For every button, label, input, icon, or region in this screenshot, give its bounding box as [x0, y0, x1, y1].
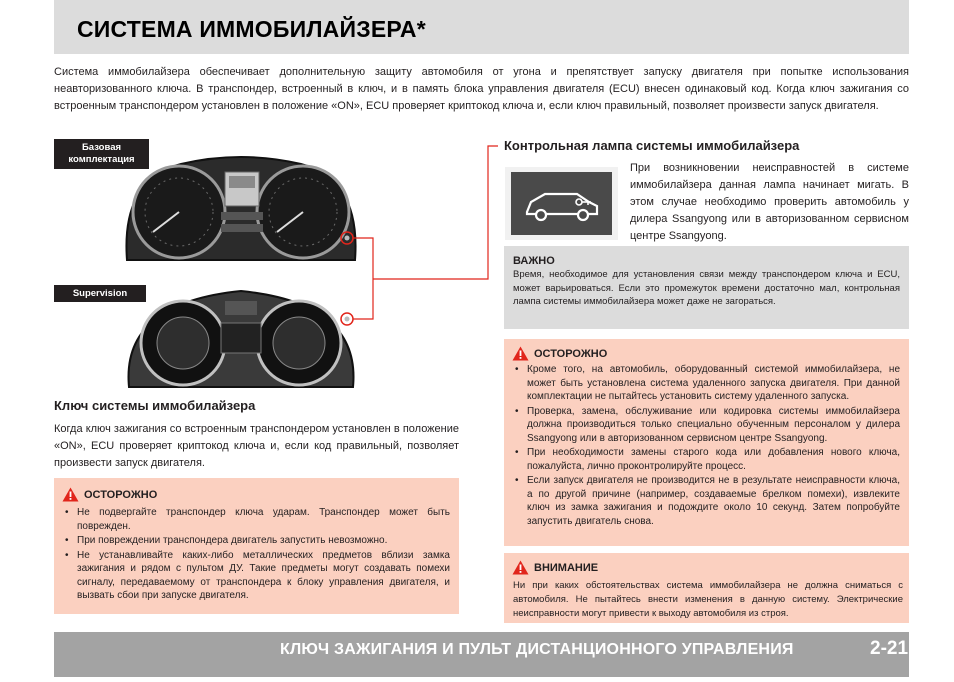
important-note-box [504, 246, 909, 329]
label-base-line1: Базовая [81, 142, 122, 153]
label-supervision: Supervision [54, 285, 146, 302]
lamp-section-heading: Контрольная лампа системы иммобилайзера [504, 138, 800, 153]
warning-title: ОСТОРОЖНО [512, 346, 607, 361]
list-item: • При необходимости замены старого кода или добавления нового ключа, пожалуйста, лично проконтролируйте процесс. [513, 446, 900, 473]
lamp-section-text: При возникновении неисправностей в системе иммобилайзера данная лампа начинает мигать. В этом случае необходимо проверить автомобиль у дилера Ssangyong или в авторизованном сервисном центре Ssangyong. [630, 162, 909, 242]
warning-box-immobilizer [504, 339, 909, 546]
attention-title: ВНИМАНИЕ [512, 560, 598, 575]
list-item: • Если запуск двигателя не производится не в результате неисправности ключа, а по другой причине (например, создаваемые брелком помехи), извлеките ключ из замка зажигания и подождите около 10 секунд. Затем попробуйте запустить двигатель снова. [513, 474, 900, 528]
important-text: Время, необходимое для установления связи между транспондером ключа и ECU, может варьироваться. Если это промежуток времени достаточно мал, контрольная лампа системы иммобилайзера может даже не загораться. [513, 269, 900, 307]
list-item: • Кроме того, на автомобиль, оборудованный системой иммобилайзера, не может быть установлена система удаленного запуска двигателя. При данной комплектации не пытайтесь установить систему удаленного запуска. [513, 363, 900, 404]
warning-icon [512, 560, 529, 575]
list-item: • Проверка, замена, обслуживание или кодировка системы иммобилайзера должна производиться только специально обученным персоналом у дилера Ssangyong или в авторизованном сервисном центре Ssangyong. [513, 405, 900, 446]
attention-text: Ни при каких обстоятельствах система иммобилайзера не должна сниматься с автомобиля. Не пытайтесь внести изменения в данную систему. Электрические неисправности могут привести к выходу автомобиля из строя. [513, 580, 903, 619]
attention-box [504, 553, 909, 623]
list-item: • Не подвергайте транспондер ключа ударам. Транспондер может быть поврежден. [63, 506, 450, 533]
warning-box-key [54, 478, 459, 614]
warning-icon [512, 346, 529, 361]
instrument-cluster-base [121, 150, 361, 268]
important-title: ВАЖНО [513, 255, 555, 267]
page-number: 2-21 [870, 638, 909, 659]
list-item: • При повреждении транспондера двигатель запустить невозможно. [63, 534, 450, 548]
list-item: • Не устанавливайте каких-либо металлических предметов вблизи замка зажигания и рядом с пультом ДУ. Такие предметы могут создавать помехи сигналу, передаваемому от транспондера к блоку управления двигателя, и вызвать сбои при запуске двигателя. [63, 549, 450, 603]
warning-icon [62, 487, 79, 502]
intro-paragraph: Система иммобилайзера обеспечивает дополнительную защиту автомобиля от угона и препятствует запуску двигателя при попытке использования неавторизованного ключа. В транспондер, встроенный в ключ, и в память блока управления двигателя (ECU) внесен одинаковый код. Когда ключ зажигания со встроенным транспондером установлен в положение «ON», ECU проверяет криптокод ключа и, если ключ правильный, позволяет произвести запуск двигателя. [54, 66, 909, 112]
key-section-body: Когда ключ зажигания со встроенным транспондером установлен в положение «ON», ECU проверяет криптокод ключа и, если код правильный, позволяет произвести запуск двигателя. [54, 423, 459, 469]
page-title: СИСТЕМА ИММОБИЛАЙЗЕРА* [77, 16, 426, 42]
footer-section-title: КЛЮЧ ЗАЖИГАНИЯ И ПУЛЬТ ДИСТАНЦИОННОГО УПРАВЛЕНИЯ [280, 641, 794, 658]
instrument-cluster-supervision [121, 283, 361, 391]
immobilizer-car-key-icon [511, 172, 612, 235]
label-base-line2: комплектация [68, 154, 135, 165]
warning-title: ОСТОРОЖНО [62, 487, 157, 502]
key-section-heading: Ключ системы иммобилайзера [54, 398, 256, 413]
